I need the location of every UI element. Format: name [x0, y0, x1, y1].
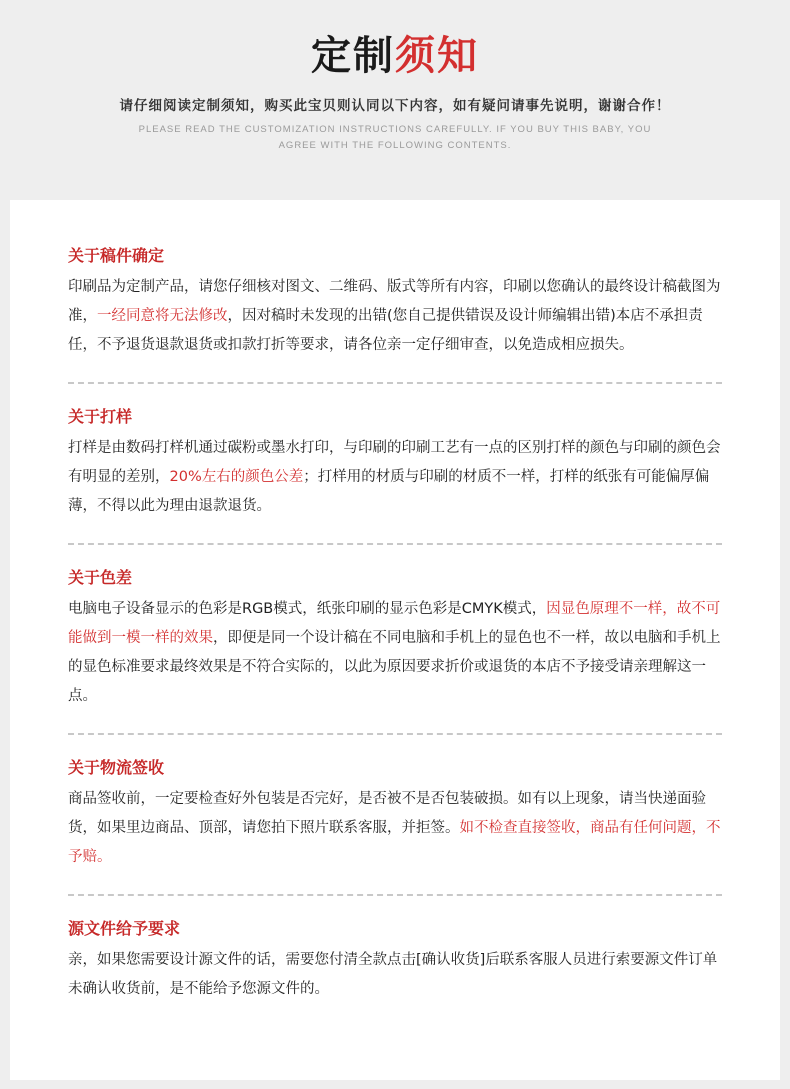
- page-title-part2: 须知: [395, 33, 479, 79]
- page-header: [0, 0, 790, 160]
- subtitle-english: [0, 122, 790, 154]
- section-text: 印刷品为定制产品，请您仔细核对图文、二维码、版式等所有内容，印刷以您确认的最终设计稿截图为准，: [68, 279, 721, 324]
- subtitle-english-line2: AGREE WITH THE FOLLOWING CONTENTS.: [278, 140, 512, 151]
- section-body: [68, 273, 722, 360]
- dashed-divider: [68, 894, 722, 896]
- section-text: ；打样用的材质与印刷的材质不一样，打样的纸张有可能偏厚偏薄，不得以此为理由退款退货。: [68, 469, 710, 514]
- section-title: 关于稿件确定: [68, 246, 165, 265]
- section-title: 关于色差: [68, 568, 133, 587]
- section-text: 商品签收前，一定要检查好外包装是否完好，是否被不是否包装破损。如有以上现象，请当快递面验货，如果里边商品、顶部，请您拍下照片联系客服，并拒签。: [68, 791, 706, 836]
- notice-card: [10, 200, 780, 1080]
- page-title-part1: 定制: [311, 33, 395, 79]
- section-text: 电脑电子设备显示的色彩是RGB模式，纸张印刷的显示色彩是CMYK模式，: [68, 601, 547, 617]
- section-text: 打样是由数码打样机通过碳粉或墨水打印，与印刷的印刷工艺有一点的区别打样的颜色与印刷的颜色会有明显的差别，: [68, 440, 721, 485]
- section-title: 源文件给予要求: [68, 919, 181, 938]
- section-text: ，因对稿时未发现的出错(您自己提供错误及设计师编辑出错)本店不承担责任，不予退货退款退货或扣款打折等要求，请各位亲一定仔细审查，以免造成相应损失。: [68, 308, 703, 353]
- section-title: 关于物流签收: [68, 758, 165, 777]
- section-highlight: 一经同意将无法修改: [97, 308, 228, 324]
- page-title: [0, 32, 790, 80]
- section-color-difference: [68, 567, 722, 711]
- dashed-divider: [68, 543, 722, 545]
- subtitle-english-line1: PLEASE READ THE CUSTOMIZATION INSTRUCTIONS CAREFULLY. IF YOU BUY THIS BABY, YOU: [138, 124, 652, 135]
- section-title: 关于打样: [68, 407, 133, 426]
- section-body: [68, 785, 722, 872]
- section-manuscript-confirmation: [68, 245, 722, 360]
- dashed-divider: [68, 733, 722, 735]
- section-highlight: 20%左右的颜色公差: [169, 469, 304, 485]
- section-proofing: [68, 406, 722, 521]
- section-highlight: 如不检查直接签收，商品有任何问题，不予赔。: [68, 820, 721, 865]
- subtitle-chinese: 请仔细阅读定制须知，购买此宝贝则认同以下内容，如有疑问请事先说明，谢谢合作！: [119, 98, 671, 114]
- section-source-files: [68, 918, 722, 1004]
- section-text: ，即便是同一个设计稿在不同电脑和手机上的显色也不一样，故以电脑和手机上的显色标准要求最终效果是不符合实际的，以此为原因要求折价或退货的本店不予接受请亲理解这一点。: [68, 630, 721, 704]
- section-body: [68, 595, 722, 711]
- section-text: 亲，如果您需要设计源文件的话，需要您付清全款点击[确认收货]后联系客服人员进行索要源文件订单未确认收货前，是不能给予您源文件的。: [68, 952, 718, 997]
- section-logistics-receipt: [68, 757, 722, 872]
- section-highlight: 因显色原理不一样，故不可能做到一模一样的效果: [68, 601, 721, 646]
- section-body: [68, 434, 722, 521]
- section-body: [68, 946, 722, 1004]
- dashed-divider: [68, 382, 722, 384]
